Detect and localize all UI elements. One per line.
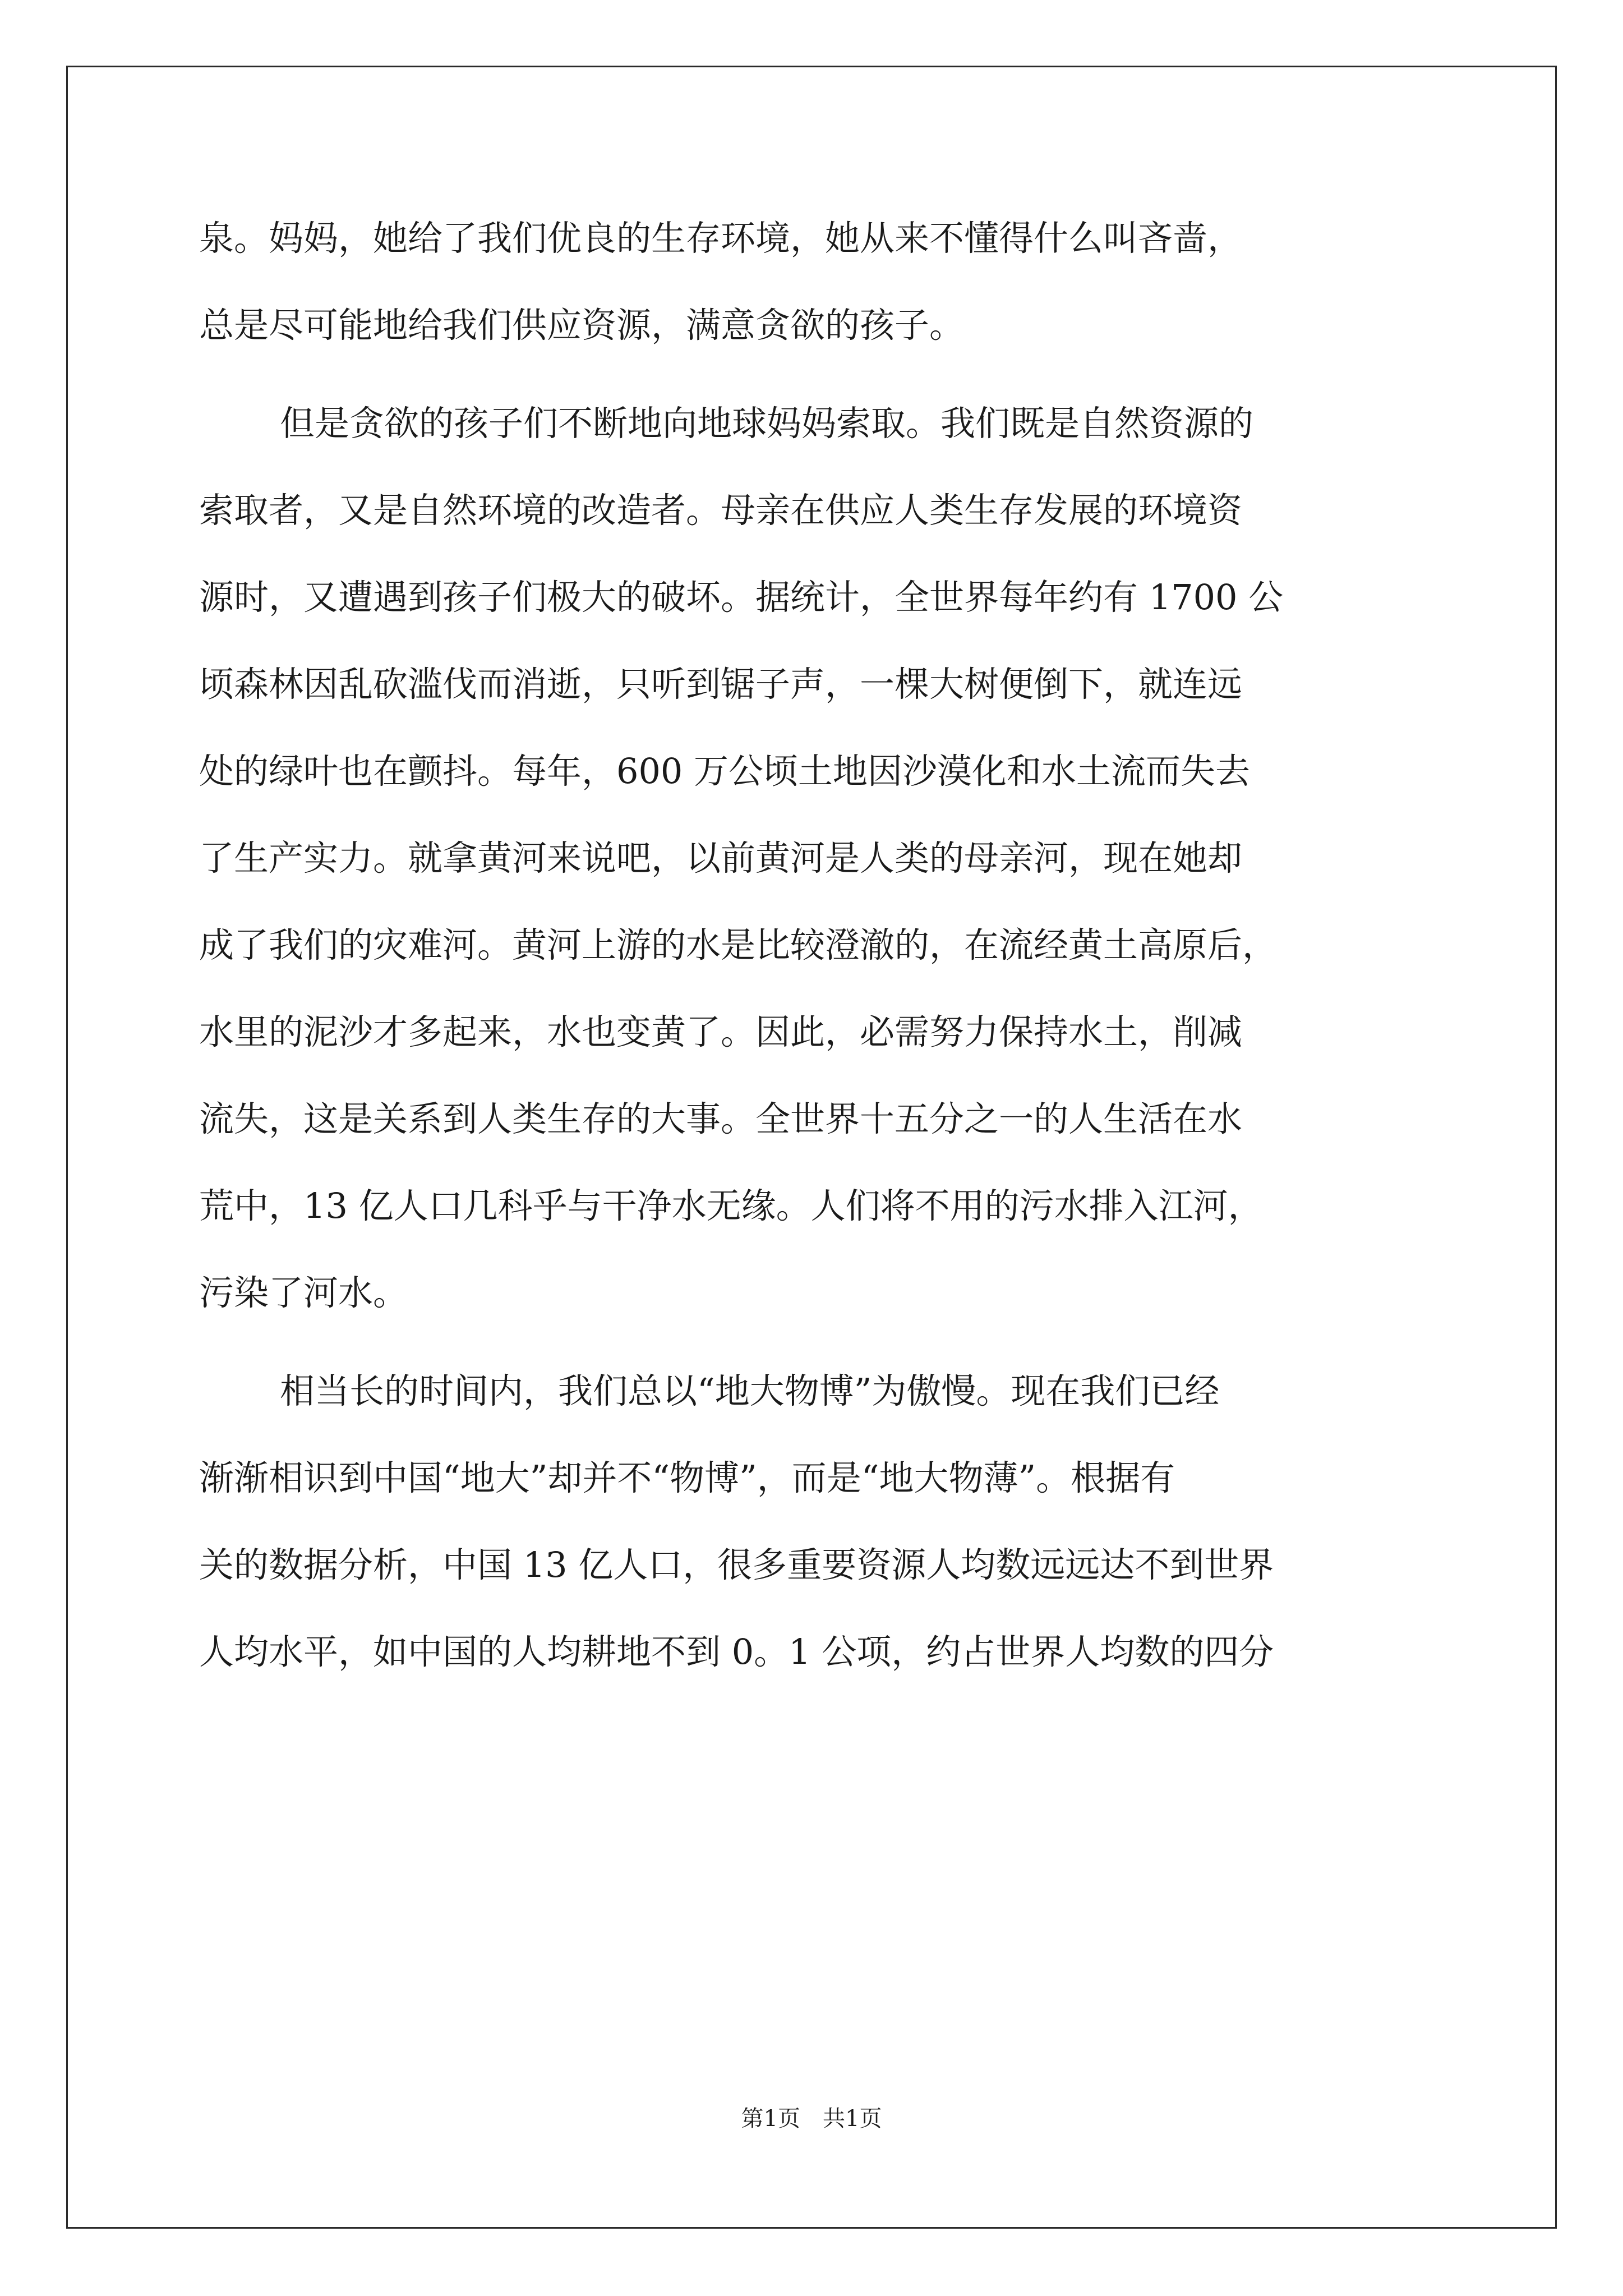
page-border xyxy=(66,66,1557,2229)
text-line: 处的绿叶也在颤抖。每年，600 万公顷土地因沙漠化和水土流而失去 xyxy=(199,751,1251,792)
text-line: 关的数据分析，中国 13 亿人口，很多重要资源人均数远远达不到世界 xyxy=(199,1544,1274,1585)
text-line: 流失，这是关系到人类生存的大事。全世界十五分之一的人生活在水 xyxy=(199,1098,1243,1139)
text-line: 索取者，又是自然环境的改造者。母亲在供应人类生存发展的环境资 xyxy=(199,490,1243,531)
paragraph-start-line: 但是贪欲的孩子们不断地向地球妈妈索取。我们既是自然资源的 xyxy=(280,403,1254,444)
text-line: 源时，又遭遇到孩子们极大的破坏。据统计，全世界每年约有 1700 公 xyxy=(199,577,1284,618)
text-line: 顷森林因乱砍滥伐而消逝，只听到锯子声，一棵大树便倒下，就连远 xyxy=(199,664,1243,705)
text-line: 成了我们的灾难河。黄河上游的水是比较澄澈的，在流经黄土高原后， xyxy=(199,924,1278,965)
paragraph-start-line: 相当长的时间内，我们总以“地大物博”为傲慢。现在我们已经 xyxy=(280,1370,1220,1411)
text-line: 了生产实力。就拿黄河来说吧，以前黄河是人类的母亲河，现在她却 xyxy=(199,838,1243,878)
text-line: 泉。妈妈，她给了我们优良的生存环境，她从来不懂得什么叫吝啬， xyxy=(199,218,1243,259)
text-line: 总是尽可能地给我们供应资源，满意贪欲的孩子。 xyxy=(199,305,965,346)
page-footer: 第1页 共1页 xyxy=(741,2106,882,2132)
text-line: 渐渐相识到中国“地大”却并不“物博”，而是“地大物薄”。根据有 xyxy=(199,1457,1175,1498)
text-line: 人均水平，如中国的人均耕地不到 0。1 公项，约占世界人均数的四分 xyxy=(199,1631,1274,1672)
text-line: 污染了河水。 xyxy=(199,1272,408,1313)
text-line: 水里的泥沙才多起来，水也变黄了。因此，必需努力保持水土，削减 xyxy=(199,1011,1243,1052)
text-line: 荒中，13 亿人口几科乎与干净水无缘。人们将不用的污水排入江河， xyxy=(199,1185,1263,1226)
